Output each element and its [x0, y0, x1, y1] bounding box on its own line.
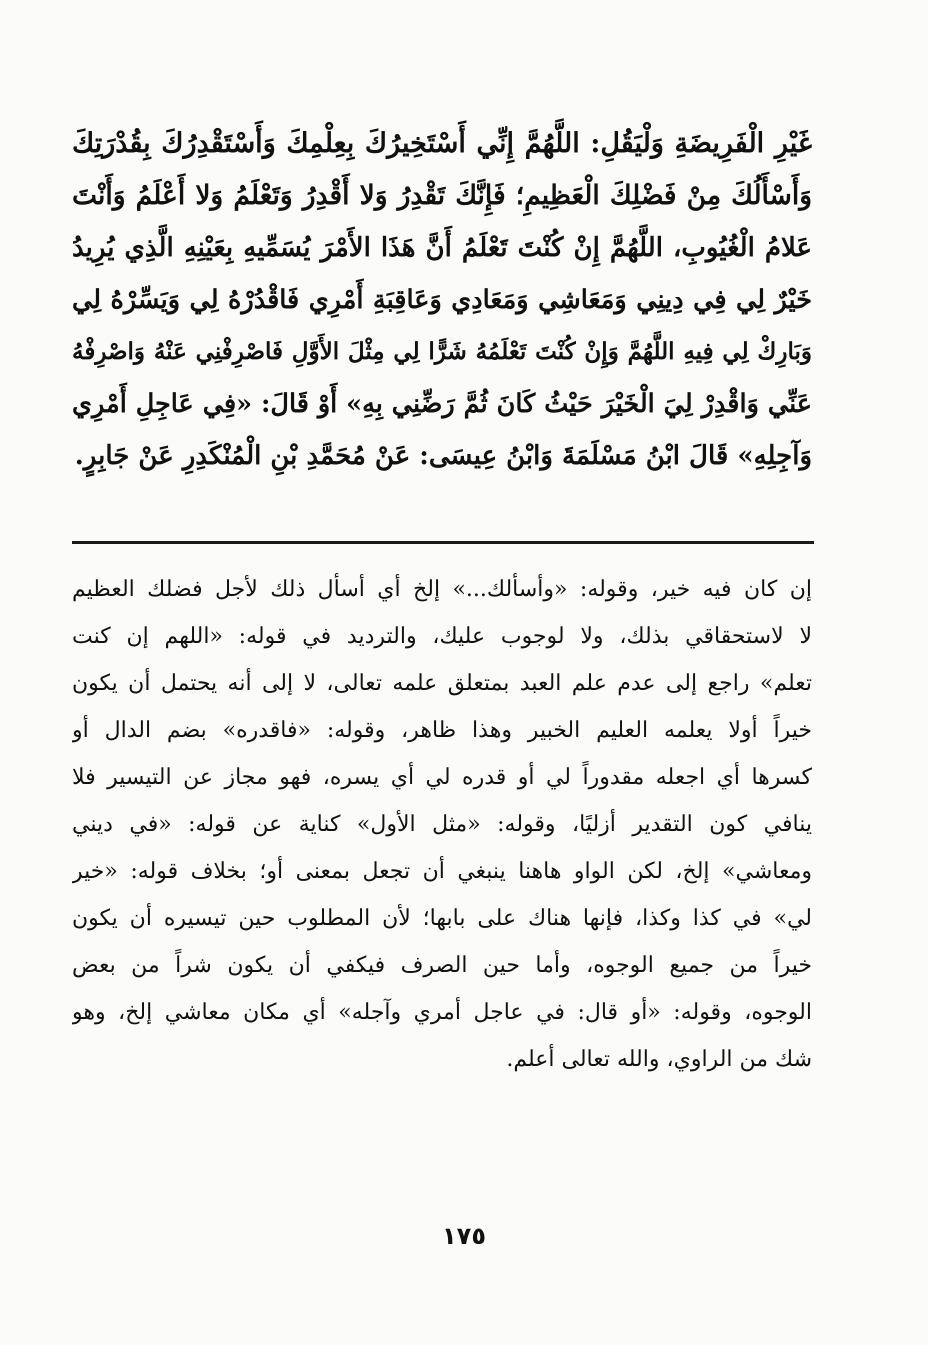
footnote-line: خيراً من جميع الوجوه، وأما حين الصرف فيكفي أن يكون شراً من بعض	[72, 953, 812, 978]
footnote-line: لا لاستحقاقي بذلك، ولا لوجوب عليك، والترديد في قوله: «اللهم إن كنت	[72, 624, 812, 649]
page-number: ١٧٥	[442, 1222, 486, 1250]
hadith-line: عَنِّي وَاقْدِرْ لِيَ الْخَيْرَ حَيْثُ كَانَ ثُمَّ رَضِّنِي بِهِ» أَوْ قَالَ: «فِي عَاجِلِ أَمْرِي	[72, 389, 812, 419]
footnote-line: خيراً أولا يعلمه العليم الخبير وهذا ظاهر، وقوله: «فاقدره» بضم الدال أو	[72, 718, 812, 743]
hadith-line: وَأَسْأَلُكَ مِنْ فَضْلِكَ الْعَظِيمِ؛ فَإِنَّكَ تَقْدِرُ وَلا أَقْدِرُ وَتَعْلَمُ وَلا أَعْلَمُ وَأَنْتَ	[72, 180, 812, 211]
footnote-line: ومعاشي» إلخ، لكن الواو هاهنا ينبغي أن تجعل بمعنى أو؛ بخلاف قوله: «خير	[72, 859, 812, 884]
hadith-line: وَبَارِكْ لِي فِيهِ اللَّهُمَّ وَإِنْ كُنْتَ تَعْلَمُهُ شَرًّا لِي مِثْلَ الأَوَّلِ فَاصْرِفْنِي عَنْهُ وَاصْرِفْهُ	[72, 338, 812, 365]
hadith-line: غَيْرِ الْفَرِيضَةِ وَلْيَقُلِ: اللَّهُمَّ إِنِّي أَسْتَخِيرُكَ بِعِلْمِكَ وَأَسْتَقْدِرُكَ بِقُدْرَتِكَ	[72, 128, 812, 159]
footnote-line: لي» في كذا وكذا، فإنها هناك على بابها؛ لأن المطلوب حين تيسيره أن يكون	[72, 906, 812, 931]
footnote-line: تعلم» راجع إلى عدم علم العبد بمتعلق علمه تعالى، لا إلى أنه يحتمل أن يكون	[72, 671, 812, 696]
hadith-line: عَلامُ الْغُيُوبِ، اللَّهُمَّ إِنْ كُنْتَ تَعْلَمُ أَنَّ هَذَا الأَمْرَ يُسَمِّيهِ بِعَيْنِهِ الَّذِي يُرِيدُ	[72, 233, 812, 263]
footnote-line: إن كان فيه خير، وقوله: «وأسألك...» إلخ أي أسأل ذلك لأجل فضلك العظيم	[72, 577, 812, 602]
footnote-line: ينافي كون التقدير أزليًا، وقوله: «مثل الأول» كناية عن قوله: «في ديني	[72, 812, 812, 837]
hadith-text	[72, 118, 812, 482]
footnote-text	[72, 566, 812, 1083]
footnote-divider	[72, 541, 814, 544]
footnote-line: كسرها أي اجعله مقدوراً لي أو قدره لي أي يسره، فهو مجاز عن التيسير فلا	[72, 765, 812, 790]
footnote-line: شك من الراوي، والله تعالى أعلم.	[506, 1047, 812, 1072]
footnote-line: الوجوه، وقوله: «أو قال: في عاجل أمري وآجله» أي مكان معاشي إلخ، وهو	[72, 1000, 812, 1025]
hadith-line: خَيْرٌ لِي فِي دِينِي وَمَعَاشِي وَمَعَادِي وَعَاقِبَةِ أَمْرِي فَاقْدُرْهُ لِي وَيَسِّرْهُ لِي	[72, 285, 812, 315]
hadith-line: وَآجِلِهِ» قَالَ ابْنُ مَسْلَمَةَ وَابْنُ عِيسَى: عَنْ مُحَمَّدِ بْنِ الْمُنْكَدِرِ عَنْ جَابِرٍ.	[74, 441, 812, 471]
